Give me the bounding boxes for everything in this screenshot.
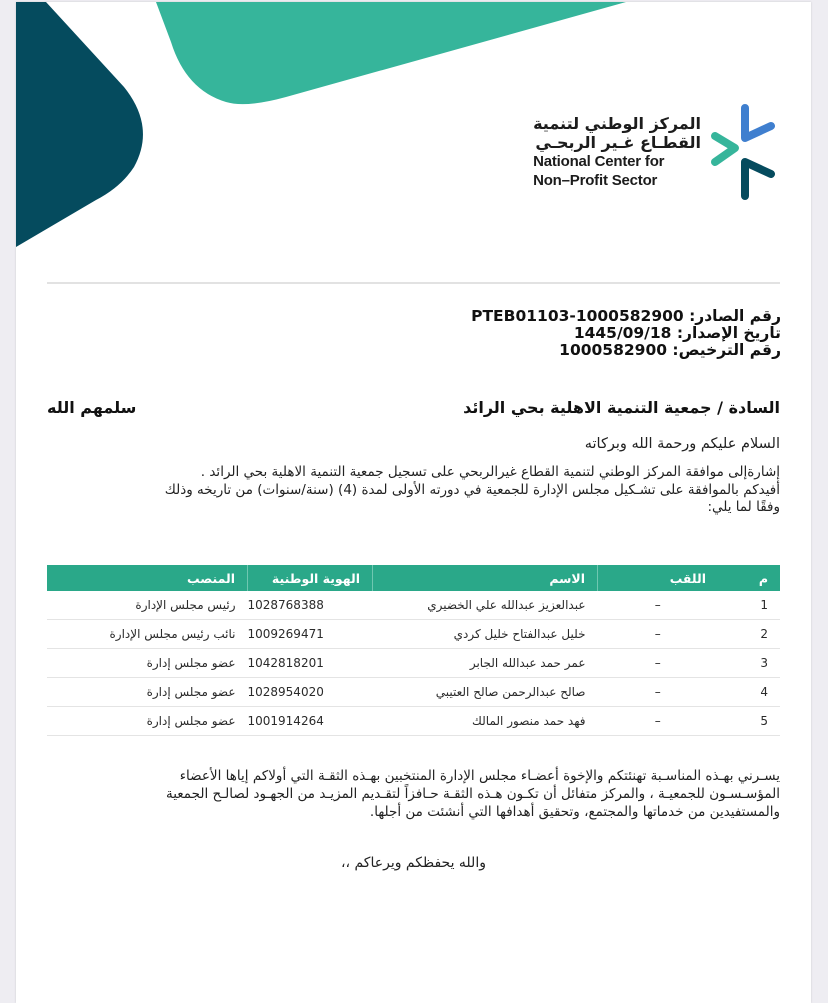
table-row	[47, 649, 780, 678]
closing-line: المؤسـسـون للجمعيـة ، والمركز متفائل أن تكـون هـذه الثقـة حـافزاً لتقـديم المزيـد من الجهـود لصالـح الجمعية	[165, 786, 780, 802]
closing-line: والمستفيدين من خدماتها والمجتمع، وتحقيق أهدافها التي أنشئت من أجلها.	[369, 804, 780, 820]
cell-position: عضو مجلس إدارة	[47, 707, 248, 736]
header-title: اللقب	[598, 565, 719, 591]
table-row	[47, 707, 780, 736]
greeting: السلام عليكم ورحمة الله وبركاته	[584, 436, 780, 452]
cell-name: فهد حمد منصور المالك	[373, 707, 598, 736]
cell-name: صالح عبدالرحمن صالح العتيبي	[373, 678, 598, 707]
letter-page	[16, 2, 811, 1003]
letter-meta	[471, 308, 781, 359]
intro-paragraph	[47, 464, 780, 517]
table-row	[47, 678, 780, 707]
cell-title: –	[598, 649, 719, 678]
header-divider	[47, 282, 780, 284]
organization-logo	[533, 102, 781, 202]
cell-position: رئيس مجلس الإدارة	[47, 591, 248, 620]
closing-paragraph	[47, 767, 780, 821]
license-number: رقم الترخيص: 1000582900	[559, 341, 781, 359]
header-number: م	[718, 565, 780, 591]
addressee-name: السادة / جمعية التنمية الاهلية بحي الرائد	[463, 398, 780, 417]
cell-number: 2	[718, 620, 780, 649]
intro-line: أفيدكم بالموافقة على تشـكيل مجلس الإدارة للجمعية في دورته الأولى لمدة (4) (سنة/سنوات) من تاريخه وذلك	[164, 481, 780, 498]
cell-national-id: 1028954020	[248, 678, 373, 707]
header-position: المنصب	[47, 565, 248, 591]
header-national-id: الهوية الوطنية	[248, 565, 373, 591]
cell-national-id: 1009269471	[248, 620, 373, 649]
table-header-row	[47, 565, 780, 591]
logo-star-icon	[709, 102, 781, 202]
cell-title: –	[598, 707, 719, 736]
cell-name: عمر حمد عبدالله الجابر	[373, 649, 598, 678]
logo-english-line-1: National Center for	[533, 153, 665, 170]
header-name: الاسم	[373, 565, 598, 591]
intro-line: إشارةإلى موافقة المركز الوطني لتنمية القطاع غيرالربحي على تسجيل جمعية التنمية الاهلية بحي الرائد .	[200, 464, 780, 480]
addressee-salutation: سلمهم الله	[47, 398, 137, 417]
teal-shape	[156, 2, 626, 104]
sign-off: والله يحفظكم ويرعاكم ،،	[341, 855, 486, 871]
cell-number: 3	[718, 649, 780, 678]
cell-number: 5	[718, 707, 780, 736]
board-members-table	[47, 565, 780, 736]
logo-english-line-2: Non–Profit Sector	[533, 172, 658, 189]
cell-national-id: 1001914264	[248, 707, 373, 736]
intro-line: وفقًا لما يلي:	[707, 499, 780, 515]
cell-number: 1	[718, 591, 780, 620]
cell-position: نائب رئيس مجلس الإدارة	[47, 620, 248, 649]
table-row	[47, 620, 780, 649]
addressee-line	[47, 398, 780, 417]
cell-position: عضو مجلس إدارة	[47, 678, 248, 707]
issue-number: رقم الصادر: PTEB01103-1000582900	[471, 307, 781, 325]
cell-name: عبدالعزيز عبدالله علي الخضيري	[373, 591, 598, 620]
cell-title: –	[598, 620, 719, 649]
logo-arabic-line-1: المركز الوطني لتنمية	[533, 114, 701, 133]
cell-number: 4	[718, 678, 780, 707]
cell-title: –	[598, 591, 719, 620]
cell-position: عضو مجلس إدارة	[47, 649, 248, 678]
logo-arabic-line-2: القطـاع غـير الربحـي	[535, 133, 701, 152]
cell-title: –	[598, 678, 719, 707]
cell-name: خليل عبدالفتاح خليل كردي	[373, 620, 598, 649]
table-row	[47, 591, 780, 620]
closing-line: يسـرني بهـذه المناسـبة تهنئتكم والإخوة أعضـاء مجلس الإدارة المنتخبين بهـذه الثقـة التي أولاكم إياها الأعضاء	[179, 768, 780, 784]
dark-teal-shape	[16, 2, 143, 247]
issue-date: تاريخ الإصدار: 1445/09/18	[573, 324, 781, 342]
cell-national-id: 1028768388	[248, 591, 373, 620]
cell-national-id: 1042818201	[248, 649, 373, 678]
